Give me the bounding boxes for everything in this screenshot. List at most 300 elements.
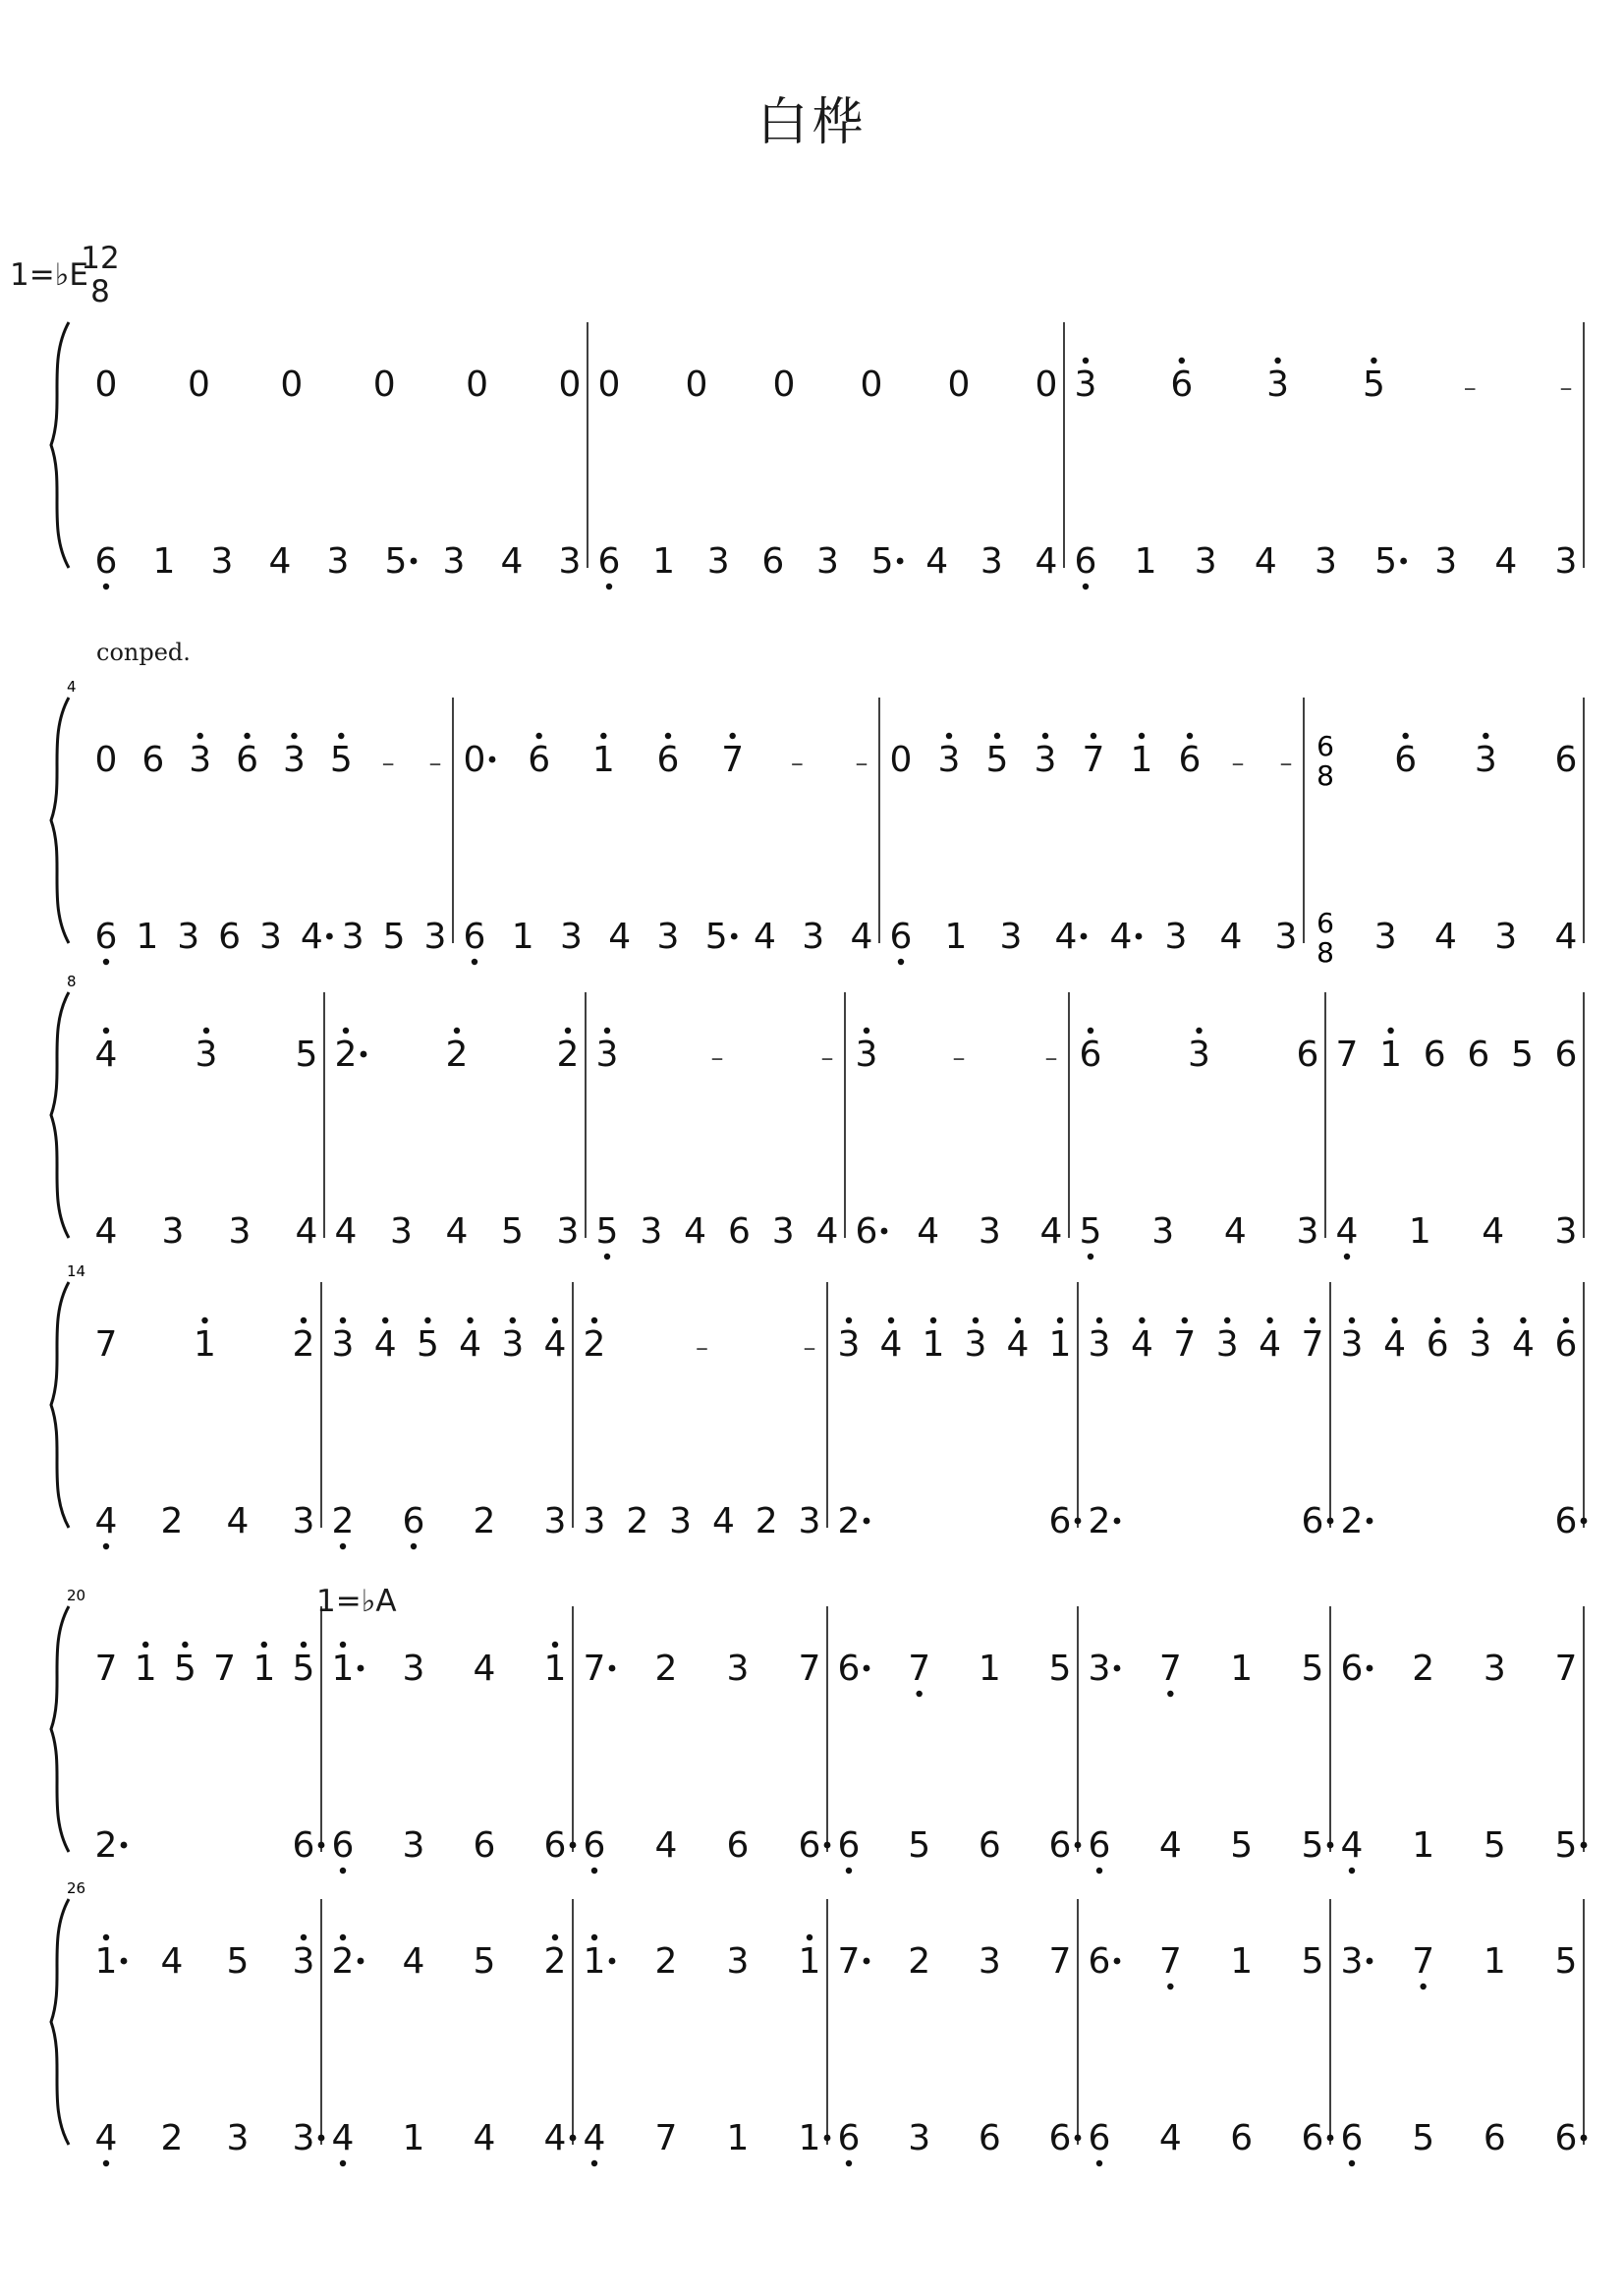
upper-note: 5	[1048, 1649, 1072, 1689]
upper-octave-dot-above	[1187, 733, 1193, 739]
lower-note: 5	[1412, 2118, 1435, 2158]
lower-meter-den: 8	[1316, 936, 1334, 969]
lower-note: 5	[704, 917, 728, 957]
upper-note: 5	[1510, 1035, 1534, 1075]
lower-note: 1	[402, 2118, 425, 2158]
lower-note: 3	[560, 917, 583, 957]
upper-note: 2	[331, 1941, 355, 1982]
upper-octave-dot-above	[1520, 1317, 1526, 1323]
upper-octave-dot-above	[424, 1317, 430, 1323]
upper-note: 1	[798, 1941, 821, 1982]
lower-note: 3	[341, 917, 364, 957]
key-change-marking: 1=♭A	[316, 1584, 397, 1619]
upper-octave-dot-above	[604, 1028, 610, 1034]
upper-note: 0	[772, 364, 796, 405]
upper-dash: –	[428, 749, 442, 778]
upper-octave-dot-above	[930, 1317, 936, 1323]
lower-note: 4	[334, 1211, 358, 1252]
lower-augmentation-dot	[326, 933, 333, 940]
lower-augmentation-dot	[1581, 1842, 1588, 1849]
lower-octave-dot-below	[846, 2160, 852, 2166]
upper-note: 0	[1035, 364, 1058, 405]
upper-augmentation-dot	[864, 1958, 870, 1965]
lower-note: 5	[908, 1825, 931, 1866]
upper-note: 7	[1301, 1324, 1324, 1365]
lower-octave-dot-below	[1096, 1868, 1102, 1874]
lower-augmentation-dot	[1075, 1518, 1082, 1525]
lower-note: 4	[94, 2118, 118, 2158]
lower-note: 6	[1554, 1501, 1578, 1541]
upper-octave-dot-below	[1167, 1691, 1173, 1697]
lower-octave-dot-below	[340, 2160, 346, 2166]
upper-note: 0	[947, 364, 971, 405]
upper-octave-dot-above	[1057, 1317, 1063, 1323]
lower-note: 2	[160, 2118, 184, 2158]
upper-octave-dot-above	[1402, 733, 1408, 739]
upper-octave-dot-above	[244, 733, 250, 739]
upper-octave-dot-above	[1096, 1317, 1102, 1323]
lower-octave-dot-below	[103, 1543, 109, 1549]
lower-note: 4	[1219, 917, 1243, 957]
lower-octave-dot-below	[1344, 1254, 1350, 1259]
lower-note: 2	[1340, 1501, 1364, 1541]
upper-note: 6	[1467, 1035, 1490, 1075]
upper-note: 5	[173, 1649, 196, 1689]
upper-note: 4	[1383, 1324, 1407, 1365]
upper-octave-dot-above	[600, 733, 606, 739]
lower-note: 3	[390, 1211, 413, 1252]
lower-note: 4	[1158, 1825, 1182, 1866]
upper-note: 3	[837, 1324, 861, 1365]
upper-octave-dot-above	[291, 733, 297, 739]
upper-note: 7	[1412, 1941, 1435, 1982]
upper-note: 6	[1296, 1035, 1319, 1075]
lower-augmentation-dot	[1075, 2135, 1082, 2142]
upper-note: 3	[331, 1324, 355, 1365]
lower-note: 1	[944, 917, 968, 957]
lower-note: 3	[706, 541, 730, 582]
upper-note: 2	[654, 1941, 678, 1982]
upper-octave-dot-above	[1371, 358, 1376, 364]
lower-note: 6	[218, 917, 242, 957]
upper-augmentation-dot	[121, 1958, 128, 1965]
lower-note: 6	[1074, 541, 1097, 582]
lower-note: 3	[999, 917, 1023, 957]
upper-octave-dot-above	[946, 733, 952, 739]
upper-octave-dot-above	[888, 1317, 894, 1323]
upper-note: 2	[334, 1035, 358, 1075]
upper-note: 2	[556, 1035, 580, 1075]
lower-octave-dot-below	[103, 2160, 109, 2166]
lower-note: 6	[1483, 2118, 1506, 2158]
upper-note: 6	[656, 740, 680, 780]
upper-note: 4	[94, 1035, 118, 1075]
lower-note: 3	[816, 541, 839, 582]
upper-note: 2	[583, 1324, 606, 1365]
lower-note: 3	[1554, 1211, 1578, 1252]
lower-note: 6	[543, 1825, 567, 1866]
upper-octave-dot-above	[201, 1317, 207, 1323]
lower-octave-dot-below	[340, 1543, 346, 1549]
lower-note: 3	[259, 917, 282, 957]
upper-octave-dot-above	[1266, 1317, 1272, 1323]
upper-octave-dot-above	[552, 1317, 558, 1323]
upper-octave-dot-above	[301, 1934, 307, 1940]
upper-octave-dot-above	[1015, 1317, 1021, 1323]
upper-note: 2	[292, 1324, 315, 1365]
upper-augmentation-dot	[1114, 1665, 1121, 1672]
upper-augmentation-dot	[1367, 1665, 1373, 1672]
measure-number: 4	[67, 678, 77, 696]
upper-octave-dot-above	[203, 1028, 209, 1034]
lower-note: 3	[583, 1501, 606, 1541]
lower-note: 7	[654, 2118, 678, 2158]
lower-note: 6	[331, 1825, 355, 1866]
upper-note: 1	[1379, 1035, 1403, 1075]
upper-note: 3	[1483, 1649, 1506, 1689]
upper-augmentation-dot	[361, 1051, 367, 1058]
lower-note: 3	[558, 541, 582, 582]
upper-note: 3	[1088, 1324, 1111, 1365]
upper-octave-dot-above	[552, 1642, 558, 1648]
lower-note: 5	[1374, 541, 1398, 582]
lower-octave-dot-below	[591, 1868, 597, 1874]
upper-octave-dot-below	[1167, 1984, 1173, 1989]
lower-note: 4	[226, 1501, 250, 1541]
upper-octave-dot-above	[338, 733, 344, 739]
lower-note: 3	[177, 917, 200, 957]
lower-note: 4	[268, 541, 292, 582]
lower-note: 5	[1230, 1825, 1254, 1866]
upper-octave-dot-above	[1182, 1317, 1188, 1323]
grand-staff-brace	[51, 322, 69, 568]
lower-note: 2	[94, 1825, 118, 1866]
upper-note: 6	[1554, 1035, 1578, 1075]
upper-octave-dot-above	[1042, 733, 1048, 739]
time-signature-denominator: 8	[90, 274, 110, 309]
lower-note: 6	[1340, 2118, 1364, 2158]
score-title: 白桦	[756, 93, 868, 152]
lower-note: 3	[1315, 541, 1337, 582]
upper-note: 3	[1340, 1324, 1364, 1365]
lower-note: 6	[1048, 1825, 1072, 1866]
upper-note: 4	[879, 1324, 903, 1365]
upper-note: 3	[292, 1941, 315, 1982]
lower-note: 2	[331, 1501, 355, 1541]
upper-augmentation-dot	[489, 756, 496, 763]
lower-note: 1	[136, 917, 159, 957]
lower-note: 4	[500, 541, 524, 582]
lower-note: 4	[1109, 917, 1133, 957]
upper-note: 5	[985, 740, 1009, 780]
upper-octave-dot-above	[1196, 1028, 1202, 1034]
upper-octave-dot-above	[1391, 1317, 1397, 1323]
lower-note: 4	[94, 1501, 118, 1541]
lower-note: 5	[382, 917, 406, 957]
upper-dash: –	[1044, 1043, 1058, 1073]
upper-note: 3	[1074, 364, 1097, 405]
upper-octave-dot-above	[1310, 1317, 1316, 1323]
lower-note: 4	[1434, 917, 1457, 957]
lower-note: 6	[597, 541, 621, 582]
measure-number: 14	[67, 1262, 86, 1280]
upper-note: 6	[1423, 1035, 1446, 1075]
lower-augmentation-dot	[824, 2135, 831, 2142]
lower-octave-dot-below	[103, 959, 109, 965]
upper-note: 0	[558, 364, 582, 405]
grand-staff-brace	[51, 1899, 69, 2145]
lower-augmentation-dot	[1327, 1842, 1334, 1849]
upper-note: 1	[331, 1649, 355, 1689]
upper-note: 0	[889, 740, 913, 780]
upper-note: 5	[329, 740, 353, 780]
upper-note: 3	[726, 1941, 750, 1982]
upper-note: 1	[1230, 1941, 1254, 1982]
lower-augmentation-dot	[864, 1518, 870, 1525]
lower-note: 6	[761, 541, 785, 582]
upper-note: 3	[195, 1035, 218, 1075]
upper-note: 5	[1554, 1941, 1578, 1982]
upper-note: 5	[1301, 1649, 1324, 1689]
upper-note: 4	[402, 1941, 425, 1982]
upper-note: 1	[1048, 1324, 1072, 1365]
lower-octave-dot-below	[604, 1254, 610, 1259]
grand-staff-brace	[51, 992, 69, 1238]
upper-octave-dot-above	[1179, 358, 1185, 364]
upper-octave-dot-above	[665, 733, 671, 739]
upper-dash: –	[855, 749, 868, 778]
lower-note: 1	[1134, 541, 1157, 582]
lower-note: 3	[292, 1501, 315, 1541]
upper-note: 7	[1048, 1941, 1072, 1982]
upper-dash: –	[1559, 373, 1573, 403]
upper-octave-dot-above	[565, 1028, 571, 1034]
lower-note: 4	[583, 2118, 606, 2158]
lower-note: 3	[1151, 1211, 1175, 1252]
lower-note: 4	[295, 1211, 318, 1252]
lower-note: 2	[1088, 1501, 1111, 1541]
lower-note: 3	[161, 1211, 185, 1252]
upper-note: 3	[978, 1941, 1001, 1982]
upper-note: 4	[459, 1324, 482, 1365]
lower-octave-dot-below	[898, 959, 904, 965]
lower-augmentation-dot	[1367, 1518, 1373, 1525]
lower-note: 6	[402, 1501, 425, 1541]
upper-octave-dot-above	[382, 1317, 388, 1323]
upper-note: 0	[94, 740, 118, 780]
upper-octave-dot-above	[1563, 1317, 1569, 1323]
lower-note: 3	[556, 1211, 580, 1252]
upper-note: 0	[463, 740, 486, 780]
lower-note: 5	[501, 1211, 524, 1252]
lower-note: 6	[463, 917, 486, 957]
upper-note: 5	[226, 1941, 250, 1982]
upper-augmentation-dot	[1367, 1958, 1373, 1965]
upper-note: 7	[1158, 1941, 1182, 1982]
upper-octave-dot-above	[197, 733, 203, 739]
upper-note: 2	[908, 1941, 931, 1982]
lower-augmentation-dot	[318, 1842, 325, 1849]
upper-note: 5	[473, 1941, 496, 1982]
upper-dash: –	[710, 1043, 724, 1073]
lower-augmentation-dot	[881, 1228, 888, 1235]
lower-note: 6	[837, 2118, 861, 2158]
grand-staff-brace	[51, 1606, 69, 1852]
upper-note: 2	[445, 1035, 469, 1075]
lower-note: 2	[160, 1501, 184, 1541]
lower-octave-dot-below	[1349, 1868, 1355, 1874]
upper-augmentation-dot	[1114, 1958, 1121, 1965]
upper-note: 7	[1335, 1035, 1359, 1075]
lower-note: 3	[1296, 1211, 1319, 1252]
lower-note: 3	[656, 917, 680, 957]
lower-note: 3	[210, 541, 234, 582]
upper-octave-dot-above	[301, 1317, 307, 1323]
upper-note: 4	[1511, 1324, 1535, 1365]
upper-octave-dot-above	[1088, 1028, 1093, 1034]
lower-note: 5	[384, 541, 408, 582]
upper-note: 3	[937, 740, 961, 780]
lower-meter-num: 6	[1316, 907, 1334, 939]
upper-octave-dot-above	[1274, 358, 1280, 364]
lower-note: 3	[802, 917, 825, 957]
key-signature: 1=♭E	[10, 257, 88, 293]
upper-note: 6	[1170, 364, 1194, 405]
measure-number: 8	[67, 973, 77, 990]
upper-octave-dot-above	[1478, 1317, 1484, 1323]
upper-octave-dot-above	[454, 1028, 460, 1034]
lower-note: 2	[755, 1501, 778, 1541]
lower-note: 4	[815, 1211, 839, 1252]
upper-octave-dot-above	[467, 1317, 473, 1323]
lower-note: 4	[1039, 1211, 1063, 1252]
upper-note: 1	[1230, 1649, 1254, 1689]
lower-note: 4	[1482, 1211, 1505, 1252]
upper-octave-dot-above	[142, 1642, 148, 1648]
lower-note: 4	[1158, 2118, 1182, 2158]
upper-note: 6	[528, 740, 551, 780]
upper-octave-dot-above	[1091, 733, 1096, 739]
lower-note: 1	[152, 541, 176, 582]
lower-note: 2	[473, 1501, 496, 1541]
upper-note: 0	[597, 364, 621, 405]
upper-note: 6	[1088, 1941, 1111, 1982]
upper-octave-dot-above	[729, 733, 735, 739]
lower-augmentation-dot	[411, 558, 418, 565]
upper-octave-dot-above	[510, 1317, 516, 1323]
upper-note: 6	[1554, 1324, 1578, 1365]
lower-note: 4	[711, 1501, 735, 1541]
upper-note: 6	[837, 1649, 861, 1689]
upper-octave-dot-above	[1083, 358, 1089, 364]
lower-note: 4	[1035, 541, 1058, 582]
upper-note: 3	[1034, 740, 1057, 780]
lower-note: 4	[1254, 541, 1277, 582]
lower-note: 5	[1079, 1211, 1102, 1252]
upper-note: 1	[252, 1649, 276, 1689]
lower-augmentation-dot	[1075, 1842, 1082, 1849]
lower-note: 6	[94, 541, 118, 582]
lower-note: 1	[1408, 1211, 1431, 1252]
upper-note: 3	[501, 1324, 525, 1365]
upper-note: 4	[1259, 1324, 1282, 1365]
lower-note: 4	[543, 2118, 567, 2158]
upper-note: 1	[1483, 1941, 1506, 1982]
lower-augmentation-dot	[570, 1842, 577, 1849]
upper-octave-dot-above	[807, 1934, 812, 1940]
upper-octave-dot-above	[261, 1642, 267, 1648]
lower-note: 4	[445, 1211, 469, 1252]
upper-octave-dot-above	[301, 1642, 307, 1648]
lower-note: 3	[798, 1501, 821, 1541]
lower-note: 1	[511, 917, 534, 957]
upper-note: 3	[402, 1649, 425, 1689]
lower-note: 5	[870, 541, 894, 582]
upper-augmentation-dot	[609, 1958, 616, 1965]
lower-note: 3	[226, 2118, 250, 2158]
upper-augmentation-dot	[358, 1665, 364, 1672]
lower-augmentation-dot	[1136, 933, 1143, 940]
lower-note: 3	[1194, 541, 1217, 582]
lower-note: 6	[1048, 2118, 1072, 2158]
lower-octave-dot-below	[472, 959, 477, 965]
lower-augmentation-dot	[318, 2135, 325, 2142]
upper-note: 3	[1340, 1941, 1364, 1982]
lower-note: 4	[850, 917, 873, 957]
upper-note: 1	[134, 1649, 157, 1689]
upper-note: 3	[595, 1035, 619, 1075]
lower-note: 6	[798, 1825, 821, 1866]
lower-note: 3	[1494, 917, 1518, 957]
lower-note: 3	[1274, 917, 1298, 957]
lower-note: 1	[798, 2118, 821, 2158]
lower-note: 3	[1373, 917, 1397, 957]
lower-note: 5	[1554, 1825, 1578, 1866]
lower-augmentation-dot	[1081, 933, 1088, 940]
lower-octave-dot-below	[1096, 2160, 1102, 2166]
upper-note: 2	[543, 1941, 567, 1982]
lower-octave-dot-below	[591, 2160, 597, 2166]
lower-note: 6	[855, 1211, 878, 1252]
upper-octave-dot-above	[343, 1028, 349, 1034]
lower-note: 3	[326, 541, 350, 582]
lower-note: 3	[978, 1211, 1001, 1252]
upper-dash: –	[820, 1043, 834, 1073]
upper-note: 7	[837, 1941, 861, 1982]
upper-note: 7	[213, 1649, 237, 1689]
lower-note: 6	[292, 1825, 315, 1866]
upper-note: 3	[282, 740, 306, 780]
lower-note: 1	[652, 541, 676, 582]
lower-note: 3	[640, 1211, 663, 1252]
upper-dash: –	[952, 1043, 966, 1073]
upper-note: 1	[978, 1649, 1001, 1689]
upper-note: 3	[726, 1649, 750, 1689]
lower-octave-dot-below	[340, 1868, 346, 1874]
upper-dash: –	[803, 1333, 816, 1363]
upper-note: 6	[1394, 740, 1418, 780]
upper-note: 3	[1266, 364, 1290, 405]
upper-note: 0	[94, 364, 118, 405]
upper-octave-dot-above	[340, 1317, 346, 1323]
upper-note: 1	[1130, 740, 1153, 780]
lower-octave-dot-below	[1088, 1254, 1093, 1259]
lower-note: 6	[1048, 1501, 1072, 1541]
upper-octave-dot-above	[103, 1028, 109, 1034]
upper-octave-dot-above	[340, 1934, 346, 1940]
upper-octave-dot-above	[864, 1028, 869, 1034]
upper-note: 3	[1474, 740, 1497, 780]
